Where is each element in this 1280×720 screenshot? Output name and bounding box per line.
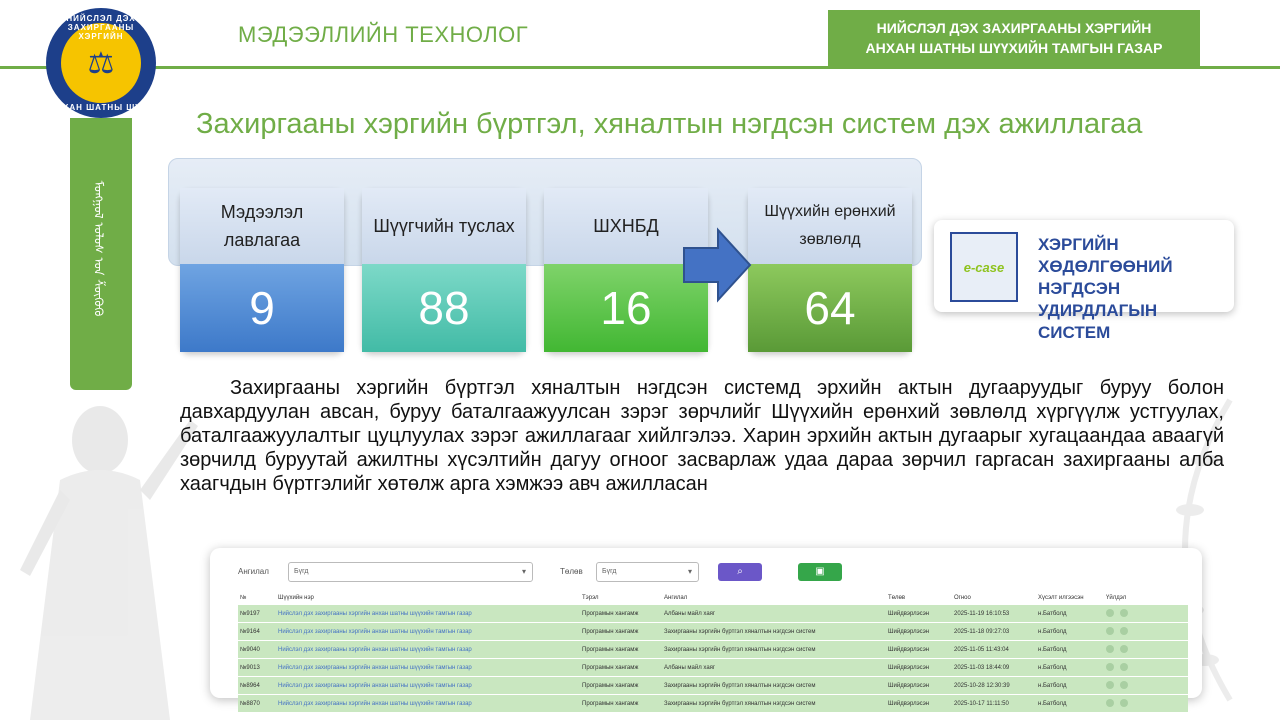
cell-date: 2025-11-03 18:44:09 (952, 659, 1036, 677)
cell-type: Програмын хангамж (580, 605, 662, 623)
ecase-system-logo (934, 220, 1234, 342)
cell-status: Шийдвэрлэсэн (886, 659, 952, 677)
status-select[interactable] (596, 562, 699, 582)
status-filter-label: Төлөв (560, 567, 583, 576)
cell-category: Захиргааны хэргийн бүртгэл хяналтын нэгдсэн систем (662, 695, 886, 713)
stat-value: 16 (544, 264, 708, 352)
col-header: Төлөв (888, 595, 906, 601)
cell-id: №9164 (238, 623, 276, 641)
cell-date: 2025-11-19 16:10:53 (952, 605, 1036, 623)
mongolian-script-bar (70, 118, 132, 390)
cell-id: №9197 (238, 605, 276, 623)
view-icon[interactable] (1106, 645, 1114, 653)
cell-status: Шийдвэрлэсэн (886, 641, 952, 659)
cell-actions (1104, 659, 1188, 677)
cell-status: Шийдвэрлэсэн (886, 623, 952, 641)
cell-court-link[interactable]: Нийслэл дэх захиргааны хэргийн анхан шатны шүүхийн тамгын газар (276, 677, 580, 695)
table-row[interactable] (238, 659, 1188, 677)
court-badge (828, 10, 1200, 66)
cell-id: №9040 (238, 641, 276, 659)
ecase-line2: НЭГДСЭН УДИРДЛАГЫН (1038, 279, 1158, 320)
category-select-value: Бүгд (294, 568, 309, 575)
cell-category: Захиргааны хэргийн бүртгэл хяналтын нэгдсэн систем (662, 623, 886, 641)
requests-table (238, 592, 1188, 712)
view-icon[interactable] (1106, 627, 1114, 635)
stat-card-judge-assistant (362, 188, 526, 352)
cell-actions (1104, 623, 1188, 641)
cell-category: Албаны майл хаяг (662, 605, 886, 623)
add-button[interactable] (798, 563, 842, 581)
court-logo (46, 8, 156, 118)
cell-requester: н.Батболд (1036, 623, 1104, 641)
stat-card-judicial-council (748, 188, 912, 352)
cell-requester: н.Батболд (1036, 641, 1104, 659)
col-header: Үйлдэл (1106, 595, 1127, 601)
view-icon[interactable] (1106, 699, 1114, 707)
stat-label: Шүүхийн ерөнхий зөвлөлд (748, 188, 912, 264)
ecase-mark-icon (950, 232, 1018, 302)
category-select[interactable] (288, 562, 533, 582)
col-header: Ангилал (664, 595, 688, 601)
cell-type: Програмын хангамж (580, 695, 662, 713)
cell-date: 2025-11-18 09:27:03 (952, 623, 1036, 641)
col-header: № (240, 595, 247, 601)
stat-label: Шүүгчийн туслах (362, 188, 526, 264)
table-row[interactable] (238, 605, 1188, 623)
cell-id: №9013 (238, 659, 276, 677)
cell-court-link[interactable]: Нийслэл дэх захиргааны хэргийн анхан шатны шүүхийн тамгын газар (276, 695, 580, 713)
col-header: Шүүхийн нэр (278, 595, 314, 601)
status-filter (560, 562, 700, 582)
paragraph-text: Захиргааны хэргийн бүртгэл хяналтын нэгдсэн системд эрхийн актын дугааруудыг буруу болон давхардуулан авсан, буруу баталгаажуулсан зэрэг зөрчлийг Шүүхийн ерөнхий зөвлөлд хүргүүлж устгуулах, баталгаажуулалтыг цуцлуулах зэрэг ажиллагааг хийлгэлээ. Харин эрхийн актын дугаарыг хугацаандаа аваагүй зөрчилд буруутай ажилтны хүсэлтийн дагуу огноог засварлаж удаа дараа зөрчил гаргасан захиргааны алба хаагчдын бүртгэлийг хөтөлж арга хэмжээ авч ажилласан (180, 377, 1224, 495)
cell-requester: н.Батболд (1036, 659, 1104, 677)
table-row[interactable] (238, 641, 1188, 659)
section-title: МЭДЭЭЛЛИЙН ТЕХНОЛОГ (238, 22, 529, 47)
cell-actions (1104, 677, 1188, 695)
ecase-line3: СИСТЕМ (1038, 323, 1111, 342)
cell-date: 2025-11-05 11:43:04 (952, 641, 1036, 659)
cell-status: Шийдвэрлэсэн (886, 677, 952, 695)
stat-label: ШХНБД (544, 188, 708, 264)
cell-category: Захиргааны хэргийн бүртгэл хяналтын нэгдсэн систем (662, 677, 886, 695)
edit-icon[interactable] (1120, 645, 1128, 653)
cell-type: Програмын хангамж (580, 623, 662, 641)
ecase-line1: ХЭРГИЙН ХӨДӨЛГӨӨНИЙ (1038, 235, 1173, 276)
cell-id: №8964 (238, 677, 276, 695)
edit-icon[interactable] (1120, 699, 1128, 707)
logo-ring-top: НИЙСЛЭЛ ДЭХ ЗАХИРГААНЫ ХЭРГИЙН (66, 14, 136, 41)
col-header: Хүсэлт илгээсэн (1038, 595, 1084, 601)
right-arrow-icon (682, 228, 752, 302)
edit-icon[interactable] (1120, 681, 1128, 689)
stat-value: 9 (180, 264, 344, 352)
scales-emblem-icon: ⚖ (61, 23, 141, 103)
view-icon[interactable] (1106, 681, 1114, 689)
cell-date: 2025-10-17 11:11:50 (952, 695, 1036, 713)
cell-requester: н.Батболд (1036, 605, 1104, 623)
edit-icon[interactable] (1120, 609, 1128, 617)
category-filter-label: Ангилал (238, 567, 269, 576)
cell-actions (1104, 695, 1188, 713)
cell-court-link[interactable]: Нийслэл дэх захиргааны хэргийн анхан шатны шүүхийн тамгын газар (276, 605, 580, 623)
view-icon[interactable] (1106, 609, 1114, 617)
mongolian-script-text: ᠮᠣᠩᠭᠣᠯ ᠤᠯᠤᠰ ᠤᠨ ᠱᠦᠭᠦᠬᠦ (91, 180, 106, 317)
page-title: Захиргааны хэргийн бүртгэл, хяналтын нэгдсэн систем дэх ажиллагаа (196, 108, 1143, 140)
cell-court-link[interactable]: Нийслэл дэх захиргааны хэргийн анхан шатны шүүхийн тамгын газар (276, 623, 580, 641)
header-rule (0, 66, 1280, 69)
category-filter (238, 562, 538, 582)
col-header: Тэрэл (582, 595, 599, 601)
cell-type: Програмын хангамж (580, 641, 662, 659)
system-screenshot (210, 548, 1202, 707)
cell-actions (1104, 605, 1188, 623)
search-icon: ⌕ (737, 566, 743, 577)
cell-court-link[interactable]: Нийслэл дэх захиргааны хэргийн анхан шатны шүүхийн тамгын газар (276, 641, 580, 659)
edit-icon[interactable] (1120, 663, 1128, 671)
col-header: Огноо (954, 595, 971, 601)
cell-date: 2025-10-28 12:30:39 (952, 677, 1036, 695)
edit-icon[interactable] (1120, 627, 1128, 635)
cell-id: №8870 (238, 695, 276, 713)
chevron-down-icon: ▾ (521, 567, 526, 576)
cell-requester: н.Батболд (1036, 695, 1104, 713)
ecase-system-name (1038, 234, 1228, 344)
table-row[interactable] (238, 695, 1188, 713)
cell-requester: н.Батболд (1036, 677, 1104, 695)
stat-card-info-reference (180, 188, 344, 352)
cell-actions (1104, 641, 1188, 659)
cell-status: Шийдвэрлэсэн (886, 605, 952, 623)
cell-court-link[interactable]: Нийслэл дэх захиргааны хэргийн анхан шатны шүүхийн тамгын газар (276, 659, 580, 677)
body-paragraph (180, 376, 1224, 496)
table-row[interactable] (238, 677, 1188, 695)
table-row[interactable] (238, 623, 1188, 641)
status-select-value: Бүгд (602, 568, 617, 575)
chevron-down-icon: ▾ (687, 567, 692, 576)
cell-category: Захиргааны хэргийн бүртгэл хяналтын нэгдсэн систем (662, 641, 886, 659)
stat-label: Мэдээлэл лавлагаа (180, 188, 344, 264)
logo-ring-bottom: АНХАН ШАТНЫ ШҮҮХ (49, 103, 153, 112)
cell-status: Шийдвэрлэсэн (886, 695, 952, 713)
view-icon[interactable] (1106, 663, 1114, 671)
ecase-mark-text: e-case (963, 259, 1005, 275)
court-badge-line2: АНХАН ШАТНЫ ШҮҮХИЙН ТАМГЫН ГАЗАР (865, 40, 1163, 56)
add-icon: ▣ (815, 566, 825, 577)
cell-type: Програмын хангамж (580, 677, 662, 695)
stat-value: 88 (362, 264, 526, 352)
table-header-row (238, 592, 1188, 605)
cell-type: Програмын хангамж (580, 659, 662, 677)
search-button[interactable] (718, 563, 762, 581)
stat-value: 64 (748, 264, 912, 352)
cell-category: Албаны майл хаяг (662, 659, 886, 677)
court-badge-line1: НИЙСЛЭЛ ДЭХ ЗАХИРГААНЫ ХЭРГИЙН (876, 20, 1152, 36)
